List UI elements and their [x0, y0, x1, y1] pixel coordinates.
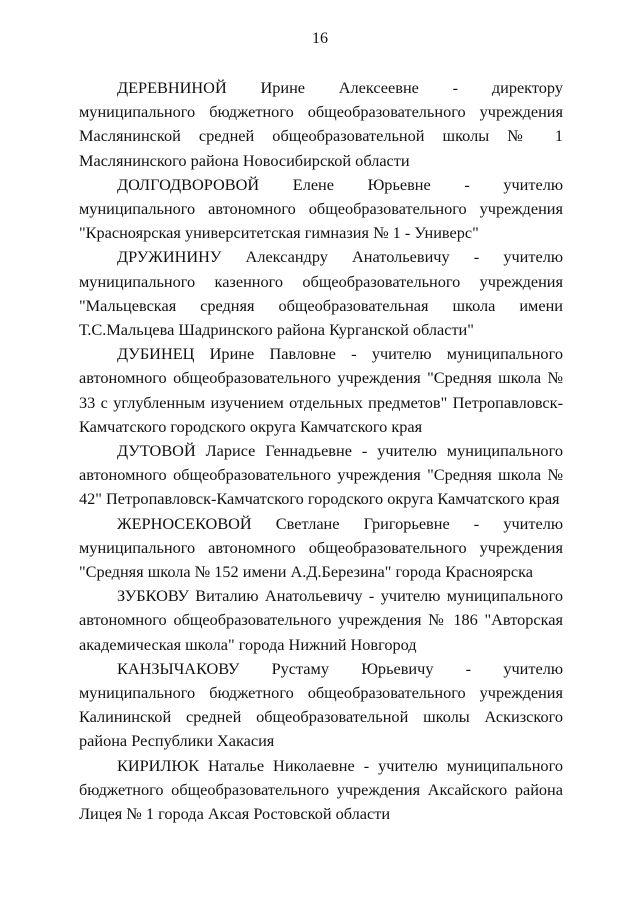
award-entry-dubinets: ДУБИНЕЦ Ирине Павловне - учителю муниципального автономного общеобразовательного учреждения "Средняя школа № 33 с углубленным изучением отдельных предметов" Петропавловск-Камчатского городского округа Камчатского края [79, 344, 563, 436]
award-entry-dolgodvorova: ДОЛГОДВОРОВОЙ Елене Юрьевне - учителю муниципального автономного общеобразовательного учреждения "Красноярская университетская гимназия № 1 - Универс" [79, 174, 563, 243]
award-entry-kanzychakov: КАНЗЫЧАКОВУ Рустаму Юрьевичу - учителю муниципального бюджетного общеобразовательного учреждения Калининской средней общеобразовательной школы Аскизского района Республики Хакасия [79, 658, 563, 751]
award-entry-derevnina: ДЕРЕВНИНОЙ Ирине Алексеевне - директору муниципального бюджетного общеобразовательного учреждения Маслянинской средней общеобразовательной школы № 1 Маслянинского района Новосибирской области [79, 78, 563, 170]
award-entry-zhernosekova: ЖЕРНОСЕКОВОЙ Светлане Григорьевне - учителю муниципального автономного общеобразовательного учреждения "Средняя школа № 152 имени А.Д.Березина" города Красноярска [79, 513, 563, 582]
award-entry-zubkov: ЗУБКОВУ Виталию Анатольевичу - учителю муниципального автономного общеобразовательного учреждения № 186 "Авторская академическая школа" города Нижний Новгород [79, 586, 563, 654]
page-number: 16 [312, 30, 328, 47]
award-entry-kirilyuk: КИРИЛЮК Наталье Николаевне - учителю муниципального бюджетного общеобразовательного учреждения Аксайского района Лицея № 1 города Аксая Ростовской области [79, 755, 563, 824]
award-entry-dutova: ДУТОВОЙ Ларисе Геннадьевне - учителю муниципального автономного общеобразовательного учреждения "Средняя школа № 42" Петропавловск-Камчатского городского округа Камчатского края [79, 441, 563, 509]
award-entry-druzhinin: ДРУЖИНИНУ Александру Анатольевичу - учителю муниципального казенного общеобразовательного учреждения "Мальцевская средняя общеобразовательная школа имени Т.С.Мальцева Шадринского района Курганской области" [79, 247, 563, 340]
document-body [79, 76, 563, 826]
